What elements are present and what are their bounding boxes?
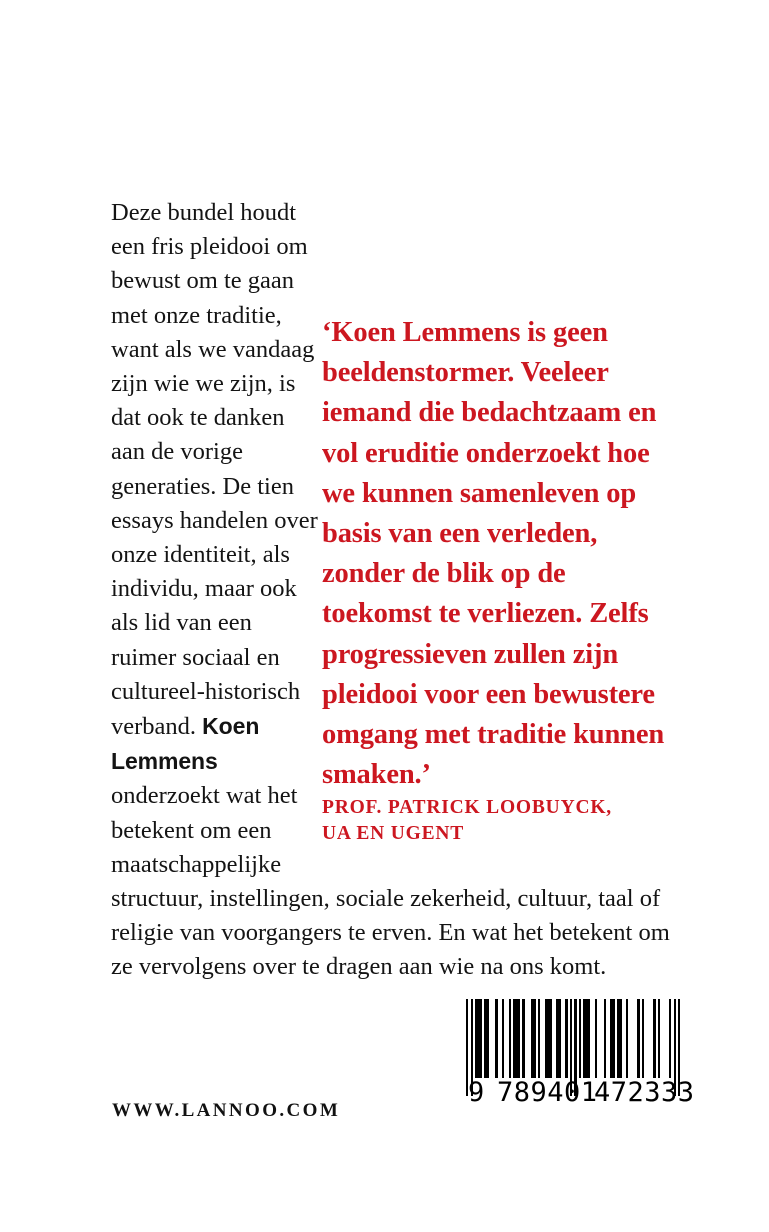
barcode-digit-group-1: 9 bbox=[468, 1077, 485, 1108]
barcode bbox=[466, 999, 695, 1108]
pull-quote-attribution bbox=[322, 795, 677, 847]
attribution-line-1: PROF. PATRICK LOOBUYCK, bbox=[322, 797, 612, 819]
author-name: Koen Lemmens bbox=[111, 713, 260, 775]
barcode-digits bbox=[466, 1077, 695, 1232]
barcode-digit-group-3: 472333 bbox=[594, 1077, 695, 1108]
blurb-text-block bbox=[111, 196, 677, 985]
pull-quote-text: ‘Koen Lemmens is geen beeldenstormer. Veeleer iemand die bedachtzaam en vol eruditie onderzoekt hoe we kunnen samenleven op basis van een verleden, zonder de blik op de toekomst te verliezen. Zelfs progressieven zullen zijn pleidooi voor een bewustere omgang met traditie kunnen smaken.’ bbox=[322, 317, 665, 791]
blurb-paragraph-1: Deze bundel houdt een fris pleidooi om bewust om te gaan met onze traditie, want als we vandaag zijn wie we zijn, is dat ook te danken aan de vorige generaties. De tien essays handelen over onze identiteit, als individu, maar ook als lid van een ruimer sociaal en cultureel-historisch verband. bbox=[111, 199, 318, 741]
attribution-line-2: UA EN UGENT bbox=[322, 823, 465, 845]
blurb-paragraph-2: onderzoekt wat het betekent om een maatschappelijke structuur, instellingen, sociale zekerheid, cultuur, taal of religie van voorgangers te erven. En wat het betekent om ze vervolgens over te dragen aan wie na ons komt. bbox=[111, 782, 670, 981]
publisher-website[interactable]: WWW.LANNOO.COM bbox=[112, 1100, 341, 1121]
quote-float-spacer bbox=[322, 196, 677, 313]
barcode-digit-group-2: 789401 bbox=[497, 1077, 598, 1108]
pull-quote-block bbox=[322, 313, 677, 851]
